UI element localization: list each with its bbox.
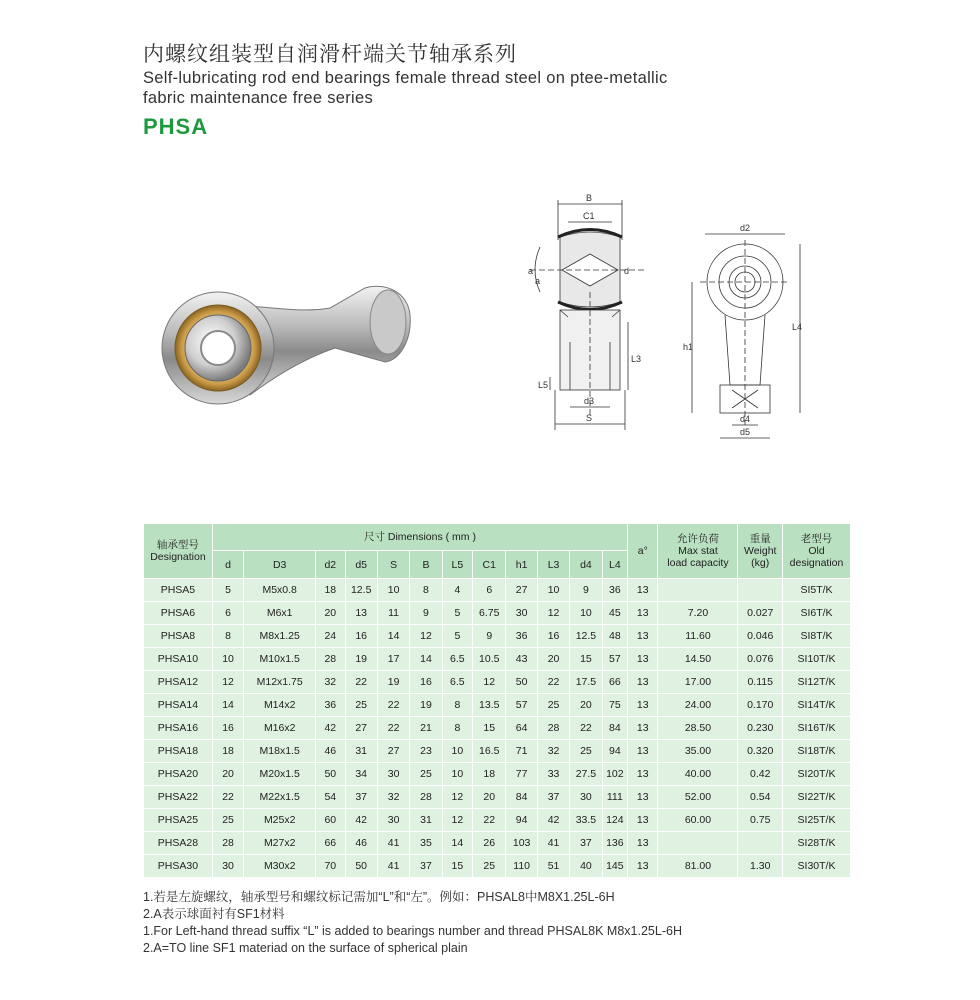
table-cell: SI12T/K [783, 671, 851, 694]
header-angle: a° [628, 524, 658, 579]
table-cell: 32 [377, 786, 409, 809]
table-cell: 40.00 [658, 763, 738, 786]
table-cell: 0.170 [738, 694, 783, 717]
table-cell: 16 [537, 625, 569, 648]
table-cell: 57 [602, 648, 627, 671]
table-cell: 70 [316, 855, 345, 878]
table-cell: SI6T/K [783, 602, 851, 625]
table-cell: 8 [442, 694, 472, 717]
label-L4: L4 [792, 322, 803, 332]
table-cell: 17 [377, 648, 409, 671]
series-code: PHSA [143, 114, 209, 139]
table-cell: 13 [628, 832, 658, 855]
table-cell: 22 [377, 717, 409, 740]
table-cell: 42 [537, 809, 569, 832]
table-cell: 28.50 [658, 717, 738, 740]
table-cell: M27x2 [244, 832, 316, 855]
note-cn-2: 2.A表示球面衬有SF1材料 [143, 907, 285, 921]
cell-designation: PHSA30 [144, 855, 213, 878]
table-cell: SI25T/K [783, 809, 851, 832]
table-cell: 13 [628, 671, 658, 694]
table-cell: 18 [212, 740, 243, 763]
table-cell: 22 [377, 694, 409, 717]
header-dim-8: h1 [506, 551, 537, 579]
table-cell: 35.00 [658, 740, 738, 763]
notes [143, 889, 682, 957]
table-cell: 10 [570, 602, 602, 625]
table-cell: M18x1.5 [244, 740, 316, 763]
cell-designation: PHSA12 [144, 671, 213, 694]
table-cell: 46 [316, 740, 345, 763]
table-row [144, 786, 851, 809]
table-cell: 13 [628, 855, 658, 878]
page-header [143, 42, 668, 140]
table-cell: 60 [316, 809, 345, 832]
table-cell: 0.027 [738, 602, 783, 625]
table-cell: 17.5 [570, 671, 602, 694]
specification-rows [144, 579, 851, 878]
table-cell: M20x1.5 [244, 763, 316, 786]
header-old-designation: 老型号 Old designation [783, 524, 851, 579]
table-cell: 35 [410, 832, 442, 855]
table-cell: 41 [377, 855, 409, 878]
header-dim-1: D3 [244, 551, 316, 579]
table-cell: 30 [212, 855, 243, 878]
table-cell: 37 [410, 855, 442, 878]
table-cell: 5 [212, 579, 243, 602]
table-cell: 13 [628, 579, 658, 602]
table-cell: 14.50 [658, 648, 738, 671]
table-cell: 0.046 [738, 625, 783, 648]
label-d4: d4 [740, 414, 751, 424]
table-cell: 25 [345, 694, 377, 717]
table-cell: SI8T/K [783, 625, 851, 648]
cell-designation: PHSA10 [144, 648, 213, 671]
table-cell: 94 [506, 809, 537, 832]
table-cell: 0.076 [738, 648, 783, 671]
table-cell: 13 [628, 694, 658, 717]
table-cell: 20 [212, 763, 243, 786]
label-d2: d2 [740, 223, 751, 233]
table-cell: 20 [537, 648, 569, 671]
table-cell: 22 [473, 809, 506, 832]
table-cell: 50 [345, 855, 377, 878]
table-cell: 22 [212, 786, 243, 809]
table-cell: 12.5 [345, 579, 377, 602]
table-cell: 36 [506, 625, 537, 648]
table-cell: 1.30 [738, 855, 783, 878]
table-row [144, 648, 851, 671]
table-cell: 12 [442, 786, 472, 809]
title-english-line1: Self-lubricating rod end bearings female thread steel on ptee-metallic [143, 69, 668, 87]
table-cell: 4 [442, 579, 472, 602]
table-cell: 33 [537, 763, 569, 786]
table-cell: 42 [345, 809, 377, 832]
table-cell: 21 [410, 717, 442, 740]
table-cell: 42 [316, 717, 345, 740]
table-row [144, 671, 851, 694]
header-dim-2: d2 [316, 551, 345, 579]
header-load: 允许负荷 Max stat load capacity [658, 524, 738, 579]
table-cell: 6 [473, 579, 506, 602]
table-cell: 51 [537, 855, 569, 878]
cell-designation: PHSA25 [144, 809, 213, 832]
table-cell: 9 [410, 602, 442, 625]
table-cell: SI28T/K [783, 832, 851, 855]
table-cell: 30 [506, 602, 537, 625]
table-cell: 12 [537, 602, 569, 625]
table-cell: 10 [442, 740, 472, 763]
table-cell: 28 [316, 648, 345, 671]
table-cell: 14 [377, 625, 409, 648]
table-cell: 14 [410, 648, 442, 671]
table-cell: 64 [506, 717, 537, 740]
table-cell: 13 [628, 763, 658, 786]
table-cell: 8 [442, 717, 472, 740]
table-cell: 13 [628, 786, 658, 809]
table-cell: 36 [602, 579, 627, 602]
table-cell: 81.00 [658, 855, 738, 878]
table-cell: 10 [377, 579, 409, 602]
header-dim-3: d5 [345, 551, 377, 579]
table-cell: 16.5 [473, 740, 506, 763]
table-cell [658, 832, 738, 855]
product-photo [160, 270, 420, 420]
title-chinese: 内螺纹组装型自润滑杆端关节轴承系列 [143, 43, 517, 66]
table-cell: 37 [570, 832, 602, 855]
table-cell: 20 [316, 602, 345, 625]
table-cell: 10 [442, 763, 472, 786]
header-designation: 轴承型号 Designation [144, 524, 213, 579]
table-cell: 27.5 [570, 763, 602, 786]
table-cell: SI10T/K [783, 648, 851, 671]
table-cell: 6.75 [473, 602, 506, 625]
table-cell: 10.5 [473, 648, 506, 671]
table-row [144, 694, 851, 717]
table-cell: 0.230 [738, 717, 783, 740]
table-cell: 145 [602, 855, 627, 878]
table-cell: 77 [506, 763, 537, 786]
table-cell: 27 [377, 740, 409, 763]
table-row [144, 832, 851, 855]
table-cell: 18 [316, 579, 345, 602]
table-cell: 5 [442, 602, 472, 625]
table-cell: 36 [316, 694, 345, 717]
table-cell: 11.60 [658, 625, 738, 648]
table-cell: 20 [473, 786, 506, 809]
table-cell: 34 [345, 763, 377, 786]
table-cell: 22 [570, 717, 602, 740]
table-cell: 54 [316, 786, 345, 809]
table-cell: 19 [345, 648, 377, 671]
table-cell: 71 [506, 740, 537, 763]
table-cell: 28 [537, 717, 569, 740]
table-cell: 25 [473, 855, 506, 878]
table-row [144, 579, 851, 602]
table-cell: 13 [628, 625, 658, 648]
table-cell: M25x2 [244, 809, 316, 832]
cell-designation: PHSA20 [144, 763, 213, 786]
table-cell: 28 [212, 832, 243, 855]
label-a1: a [528, 266, 534, 276]
label-B: B [586, 193, 593, 203]
table-cell: M6x1 [244, 602, 316, 625]
table-cell [738, 832, 783, 855]
table-cell: 14 [212, 694, 243, 717]
table-cell: 31 [410, 809, 442, 832]
table-cell: 84 [602, 717, 627, 740]
table-cell: M16x2 [244, 717, 316, 740]
table-cell: 32 [537, 740, 569, 763]
header-weight: 重量 Weight (kg) [738, 524, 783, 579]
cell-designation: PHSA18 [144, 740, 213, 763]
cell-designation: PHSA8 [144, 625, 213, 648]
cell-designation: PHSA22 [144, 786, 213, 809]
title-english-line2: fabric maintenance free series [143, 89, 374, 107]
table-cell: 8 [212, 625, 243, 648]
table-cell: 94 [602, 740, 627, 763]
table-cell [658, 579, 738, 602]
table-cell: 16 [212, 717, 243, 740]
table-cell: 12 [410, 625, 442, 648]
header-dim-6: L5 [442, 551, 472, 579]
table-cell: SI30T/K [783, 855, 851, 878]
note-en-2: 2.A=TO line SF1 materiad on the surface of spherical plain [143, 941, 468, 955]
table-cell: SI16T/K [783, 717, 851, 740]
header-dim-7: C1 [473, 551, 506, 579]
table-cell [738, 579, 783, 602]
table-cell: M30x2 [244, 855, 316, 878]
table-cell: 27 [345, 717, 377, 740]
table-row [144, 740, 851, 763]
table-cell: 0.54 [738, 786, 783, 809]
table-cell: 10 [212, 648, 243, 671]
table-cell: 13 [345, 602, 377, 625]
table-cell: 41 [377, 832, 409, 855]
table-cell: 40 [570, 855, 602, 878]
table-cell: 11 [377, 602, 409, 625]
table-cell: 50 [506, 671, 537, 694]
table-cell: 102 [602, 763, 627, 786]
table-cell: 66 [602, 671, 627, 694]
label-d3: d3 [584, 396, 595, 406]
table-cell: 24.00 [658, 694, 738, 717]
header-dim-10: d4 [570, 551, 602, 579]
table-cell: 111 [602, 786, 627, 809]
table-cell: 32 [316, 671, 345, 694]
header-dim-4: S [377, 551, 409, 579]
table-cell: SI14T/K [783, 694, 851, 717]
table-cell: 31 [345, 740, 377, 763]
table-cell: 26 [473, 832, 506, 855]
label-S: S [586, 413, 593, 423]
table-cell: 50 [316, 763, 345, 786]
table-row [144, 809, 851, 832]
table-cell: 22 [345, 671, 377, 694]
label-a2: a [535, 276, 541, 286]
table-cell: 136 [602, 832, 627, 855]
table-row [144, 717, 851, 740]
table-cell: 6.5 [442, 648, 472, 671]
header-dim-9: L3 [537, 551, 569, 579]
table-cell: SI22T/K [783, 786, 851, 809]
table-cell: 45 [602, 602, 627, 625]
table-cell: 33.5 [570, 809, 602, 832]
table-cell: 14 [442, 832, 472, 855]
table-cell: M12x1.75 [244, 671, 316, 694]
table-cell: 30 [377, 763, 409, 786]
cell-designation: PHSA28 [144, 832, 213, 855]
table-cell: 13 [628, 717, 658, 740]
table-cell: 13 [628, 602, 658, 625]
label-h1: h1 [683, 342, 694, 352]
table-cell: 30 [570, 786, 602, 809]
table-cell: 30 [377, 809, 409, 832]
table-cell: 6 [212, 602, 243, 625]
table-cell: 16 [410, 671, 442, 694]
label-d5: d5 [740, 427, 751, 437]
table-cell: 15 [442, 855, 472, 878]
table-cell: 9 [570, 579, 602, 602]
table-cell: 57 [506, 694, 537, 717]
label-L5: L5 [538, 380, 549, 390]
table-cell: 28 [410, 786, 442, 809]
table-cell: 13.5 [473, 694, 506, 717]
table-cell: 25 [570, 740, 602, 763]
table-cell: 5 [442, 625, 472, 648]
label-d: d [624, 266, 630, 276]
table-cell: SI5T/K [783, 579, 851, 602]
table-cell: 10 [537, 579, 569, 602]
table-cell: 8 [410, 579, 442, 602]
table-cell: 12 [473, 671, 506, 694]
table-cell: 23 [410, 740, 442, 763]
table-cell: 43 [506, 648, 537, 671]
label-L3: L3 [631, 354, 642, 364]
table-cell: 46 [345, 832, 377, 855]
table-cell: 15 [473, 717, 506, 740]
table-cell: 37 [537, 786, 569, 809]
table-cell: 22 [537, 671, 569, 694]
table-cell: 103 [506, 832, 537, 855]
table-cell: 66 [316, 832, 345, 855]
table-cell: SI20T/K [783, 763, 851, 786]
table-cell: 24 [316, 625, 345, 648]
table-cell: 20 [570, 694, 602, 717]
table-cell: 84 [506, 786, 537, 809]
table-cell: 25 [212, 809, 243, 832]
front-view-diagram [680, 220, 810, 445]
cell-designation: PHSA14 [144, 694, 213, 717]
table-cell: 25 [537, 694, 569, 717]
table-cell: 75 [602, 694, 627, 717]
table-cell: 0.75 [738, 809, 783, 832]
cell-designation: PHSA16 [144, 717, 213, 740]
note-cn-1: 1.若是左旋螺纹，轴承型号和螺纹标记需加“L”和“左”。例如：PHSAL8中M8X1.25L-6H [143, 890, 615, 904]
cell-designation: PHSA6 [144, 602, 213, 625]
table-cell: 13 [628, 648, 658, 671]
table-row [144, 602, 851, 625]
table-cell: 52.00 [658, 786, 738, 809]
table-row [144, 625, 851, 648]
specification-table [143, 523, 851, 878]
table-cell: 0.115 [738, 671, 783, 694]
table-cell: 124 [602, 809, 627, 832]
table-cell: 25 [410, 763, 442, 786]
table-cell: 110 [506, 855, 537, 878]
header-dim-11: L4 [602, 551, 627, 579]
table-cell: M22x1.5 [244, 786, 316, 809]
table-cell: 13 [628, 809, 658, 832]
table-cell: 60.00 [658, 809, 738, 832]
table-row [144, 763, 851, 786]
table-cell: 27 [506, 579, 537, 602]
table-cell: 17.00 [658, 671, 738, 694]
table-cell: M8x1.25 [244, 625, 316, 648]
table-cell: 12.5 [570, 625, 602, 648]
table-cell: 18 [473, 763, 506, 786]
table-cell: 0.42 [738, 763, 783, 786]
table-cell: 12 [212, 671, 243, 694]
label-C1: C1 [583, 211, 595, 221]
side-section-diagram [520, 192, 660, 442]
table-cell: 19 [410, 694, 442, 717]
header-dim-0: d [212, 551, 243, 579]
table-cell: 12 [442, 809, 472, 832]
table-cell: 6.5 [442, 671, 472, 694]
table-cell: 16 [345, 625, 377, 648]
table-cell: 15 [570, 648, 602, 671]
table-cell: 37 [345, 786, 377, 809]
table-cell: M14x2 [244, 694, 316, 717]
table-cell: 7.20 [658, 602, 738, 625]
table-cell: 9 [473, 625, 506, 648]
table-cell: M10x1.5 [244, 648, 316, 671]
table-cell: 19 [377, 671, 409, 694]
cell-designation: PHSA5 [144, 579, 213, 602]
header-dimensions: 尺寸 Dimensions ( mm ) [212, 524, 627, 551]
header-dim-5: B [410, 551, 442, 579]
table-cell: 48 [602, 625, 627, 648]
table-row [144, 855, 851, 878]
table-cell: M5x0.8 [244, 579, 316, 602]
table-cell: 0.320 [738, 740, 783, 763]
table-cell: 13 [628, 740, 658, 763]
table-cell: 41 [537, 832, 569, 855]
table-cell: SI18T/K [783, 740, 851, 763]
note-en-1: 1.For Left-hand thread suffix “L” is added to bearings number and thread PHSAL8K M8x1.25L-6H [143, 924, 682, 938]
